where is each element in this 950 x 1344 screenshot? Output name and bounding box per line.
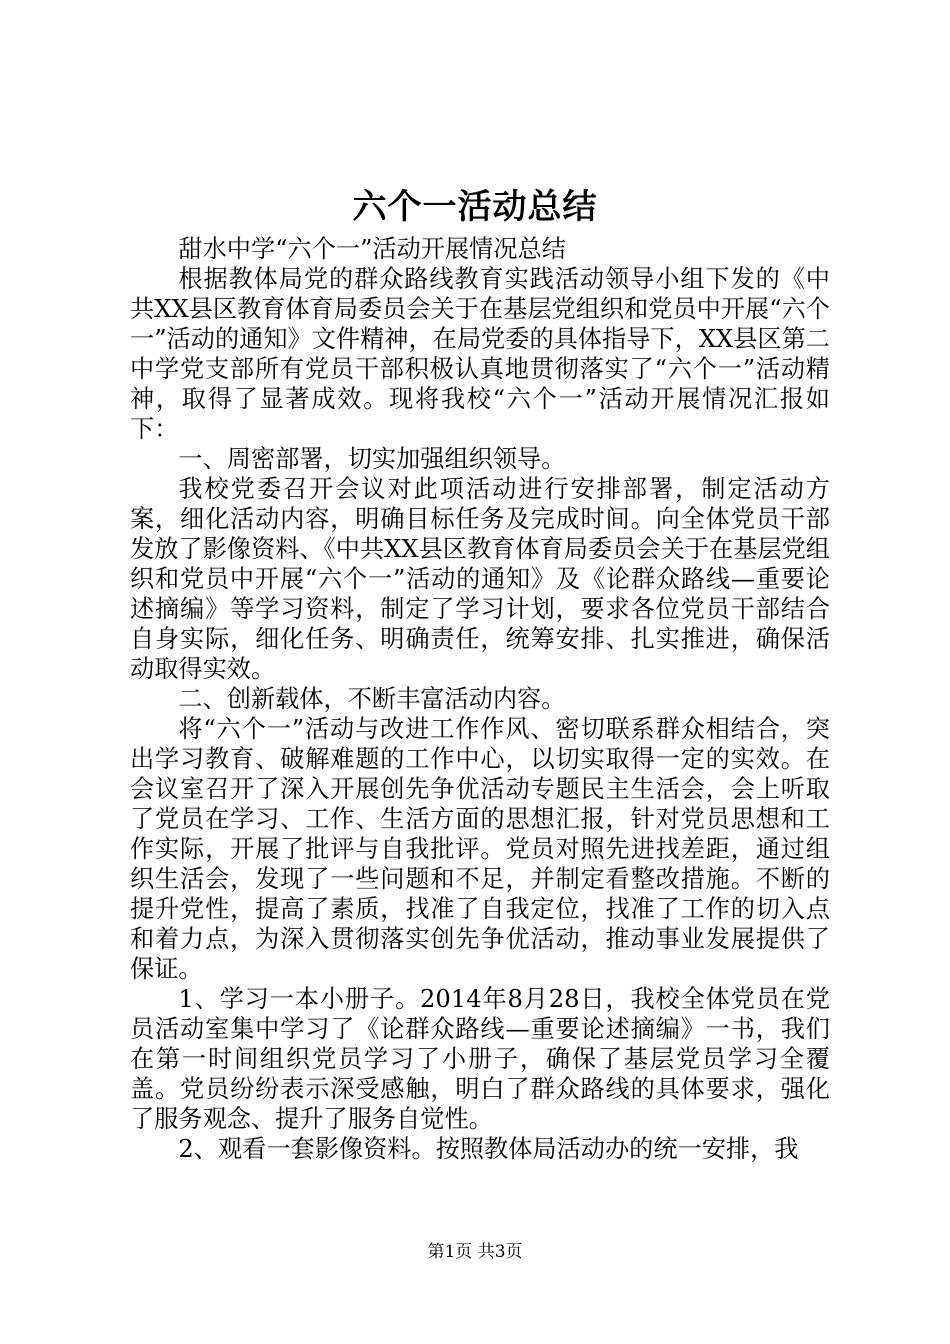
subtitle-paragraph: 甜水中学“六个一”活动开展情况总结 <box>178 235 566 263</box>
body-paragraph: 2、观看一套影像资料。按照教体局活动办的统一安排，我 <box>178 1135 799 1163</box>
page-footer: 第1页 共3页 <box>427 1242 523 1262</box>
document-body <box>130 234 830 1164</box>
body-paragraph: 将“六个一”活动与改进工作作风、密切联系群众相结合，突出学习教育、破解难题的工作中心，以切实取得一定的实效。在会议室召开了深入开展创先争优活动专题民主生活会，会上听取了党员在学习、工作、生活方面的思想汇报，针对党员思想和工作实际，开展了批评与自我批评。党员对照先进找差距，通过组织生活会，发现了一些问题和不足，并制定看整改措施。不断的提升党性，提高了素质，找准了自我定位，找准了工作的切入点和着力点，为深入贯彻落实创先争优活动，推动事业发展提供了保证。 <box>130 715 830 983</box>
body-paragraph: 我校党委召开会议对此项活动进行安排部署，制定活动方案，细化活动内容，明确目标任务及完成时间。向全体党员干部发放了影像资料、《中共XX县区教育体育局委员会关于在基层党组织和党员中开展“六个一”活动的通知》及《论群众路线—重要论述摘编》等学习资料，制定了学习计划，要求各位党员干部结合自身实际，细化任务、明确责任，统筹安排、扎实推进，确保活动取得实效。 <box>130 475 830 683</box>
body-paragraph: 1、学习一本小册子。2014年8月28日，我校全体党员在党员活动室集中学习了《论群众路线—重要论述摘编》一书，我们在第一时间组织党员学习了小册子，确保了基层党员学习全覆盖。党员纷纷表示深受感触，明白了群众路线的具体要求，强化了服务观念、提升了服务自觉性。 <box>130 985 830 1133</box>
body-paragraph: 根据教体局党的群众路线教育实践活动领导小组下发的《中共XX县区教育体育局委员会关于在基层党组织和党员中开展“六个一”活动的通知》文件精神，在局党委的具体指导下，XX县区第二中学党支部所有党员干部积极认真地贯彻落实了“六个一”活动精神，取得了显著成效。现将我校“六个一”活动开展情况汇报如下： <box>130 265 830 443</box>
section-heading: 一、周密部署，切实加强组织领导。 <box>178 445 566 473</box>
document-title: 六个一活动总结 <box>352 187 598 227</box>
section-heading: 二、创新载体，不断丰富活动内容。 <box>178 685 566 713</box>
